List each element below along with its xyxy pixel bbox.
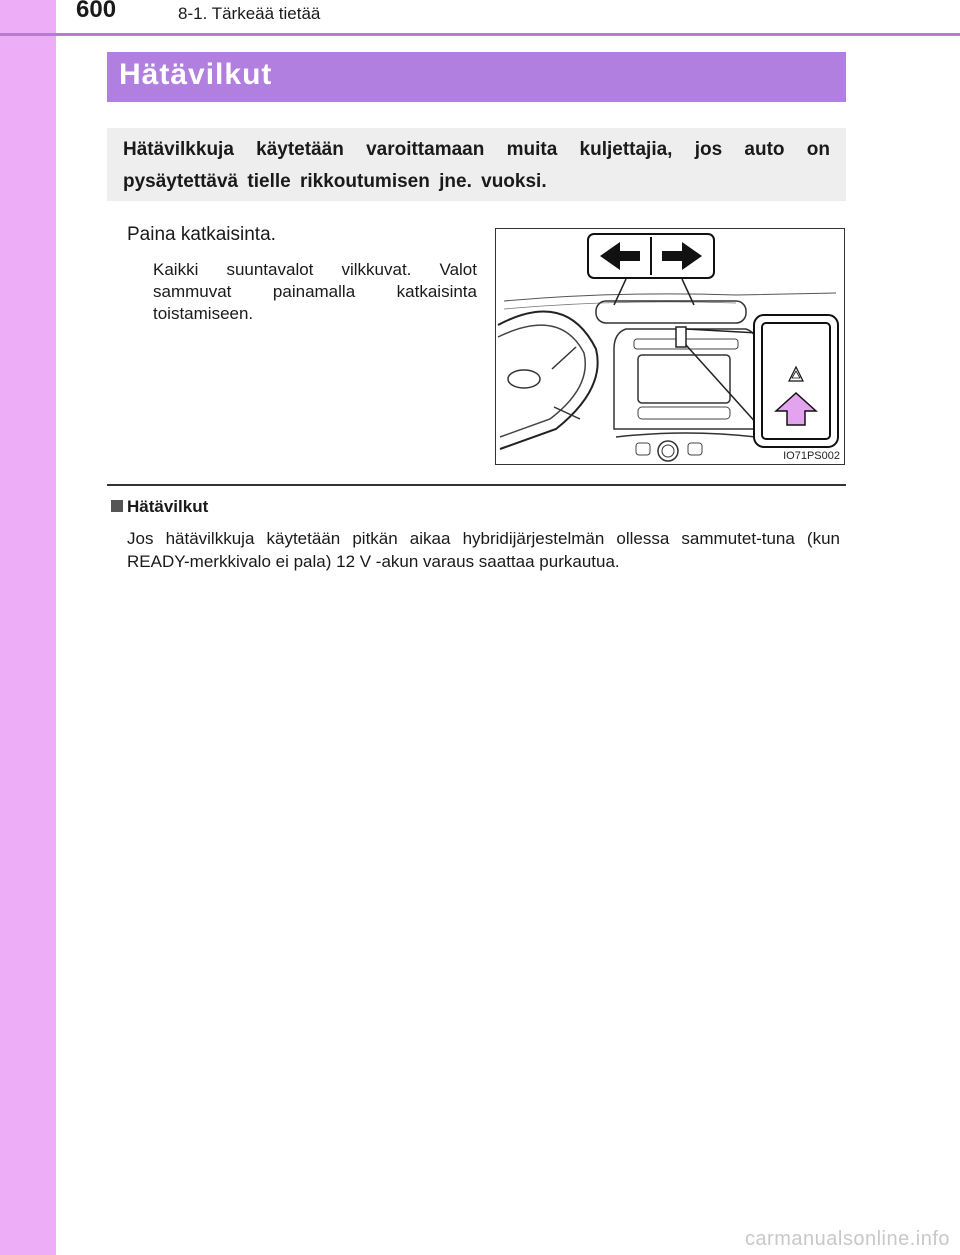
intro-box bbox=[107, 128, 846, 201]
hazard-switch-icon bbox=[754, 315, 838, 447]
step-instruction: Paina katkaisinta. bbox=[127, 224, 276, 245]
section-title-bar bbox=[107, 52, 846, 102]
step-detail: Kaikki suuntavalot vilkkuvat. Valot sammuvat painamalla katkaisinta toistamiseen. bbox=[153, 260, 477, 323]
figure-code: IO71PS002 bbox=[783, 450, 840, 462]
header-divider bbox=[0, 33, 960, 36]
hazard-switch-figure bbox=[495, 228, 845, 465]
note-heading bbox=[111, 497, 208, 517]
section-title: Hätävilkut bbox=[119, 58, 273, 91]
bullet-square-icon bbox=[111, 500, 123, 512]
page-number: 600 bbox=[76, 0, 117, 23]
page-sidebar bbox=[0, 0, 56, 1255]
intro-text: Hätävilkkuja käytetään varoittamaan muita kuljettajia, jos auto on pysäytettävä tielle rikkoutumisen jne. vuoksi. bbox=[123, 139, 830, 192]
note-heading-label: Hätävilkut bbox=[127, 497, 209, 516]
note-body: Jos hätävilkkuja käytetään pitkän aikaa hybridijärjestelmän ollessa sammutet-tuna (kun READY-merkkivalo ei pala) 12 V -akun varaus saattaa purkautua. bbox=[127, 529, 840, 571]
steering-wheel-icon bbox=[498, 312, 598, 450]
turn-signal-arrows-icon bbox=[588, 234, 714, 278]
section-divider bbox=[107, 484, 846, 486]
chapter-title: 8-1. Tärkeää tietää bbox=[178, 4, 321, 23]
watermark: carmanualsonline.info bbox=[744, 1228, 950, 1250]
dashboard-illustration bbox=[496, 229, 844, 464]
